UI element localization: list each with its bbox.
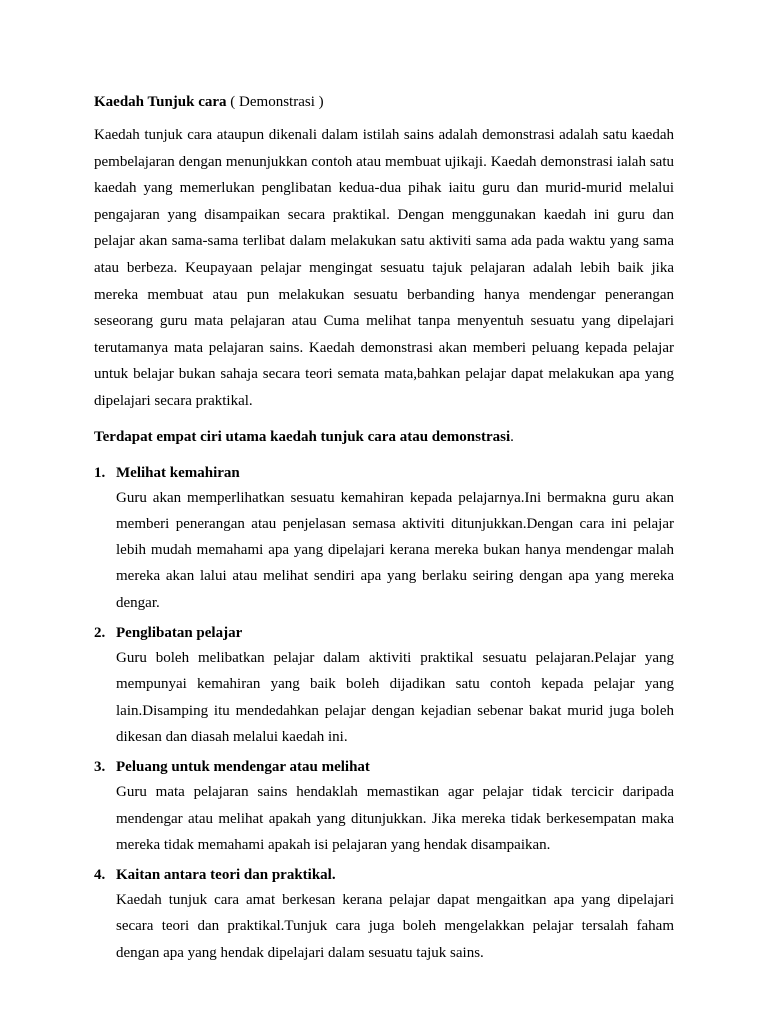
intro-paragraph: Kaedah tunjuk cara ataupun dikenali dalam istilah sains adalah demonstrasi adalah satu kaedah pembelajaran dengan menunjukkan contoh atau membuat ujikaji. Kaedah demonstrasi ialah satu kaedah yang memerlukan penglibatan kedua-dua pihak iaitu guru dan murid-murid melalui pengajaran yang disampaikan secara praktikal. Dengan menggunakan kaedah ini guru dan pelajar akan sama-sama terlibat dalam melakukan satu aktiviti sama ada pada waktu yang sama atau berbeza. Keupayaan pelajar mengingat sesuatu tajuk pelajaran adalah lebih baik jika mereka membuat atau pun melakukan sesuatu berbanding hanya mendengar penerangan seseorang guru mata pelajaran atau Cuma melihat tanpa menyentuh sesuatu yang dipelajari terutamanya mata pelajaran sains. Kaedah demonstrasi akan memberi peluang kepada pelajar untuk belajar bukan sahaja secara teori semata mata,bahkan pelajar dapat melakukan apa yang dipelajari secara praktikal. xyxy=(94,127,674,409)
list-heading xyxy=(94,427,674,447)
list-item-number: 1. xyxy=(94,464,106,481)
list-item-title: Melihat kemahiran xyxy=(116,464,240,481)
list-item xyxy=(94,463,674,616)
list-item-title: Penglibatan pelajar xyxy=(116,625,243,642)
list-item-title: Peluang untuk mendengar atau melihat xyxy=(116,759,370,776)
document-title-rest: ( Demonstrasi ) xyxy=(226,94,324,110)
list-item-number: 2. xyxy=(94,625,106,642)
list-heading-bold: Terdapat empat ciri utama kaedah tunjuk cara atau demonstrasi xyxy=(94,428,511,445)
list-item-title: Kaitan antara teori dan praktikal. xyxy=(116,867,336,884)
list-item-text: Kaedah tunjuk cara amat berkesan kerana pelajar dapat mengaitkan apa yang dipelajari secara teori dan praktikal.Tunjuk cara juga boleh mengelakkan pelajar tersalah faham dengan apa yang hendak dipelajari dalam sesuatu tajuk sains. xyxy=(116,892,674,961)
list-item-text: Guru akan memperlihatkan sesuatu kemahiran kepada pelajarnya.Ini bermakna guru akan memberi penerangan atau penjelasan semasa aktiviti ditunjukkan.Dengan cara ini pelajar lebih mudah memahami apa yang dipelajari kerana mereka bukan hanya mendengar malah mereka akan lalui atau melihat sendiri apa yang berlaku seiring dengan apa yang mereka dengar. xyxy=(116,489,674,611)
document-title xyxy=(94,92,674,112)
list-heading-period: . xyxy=(510,428,514,445)
list-item xyxy=(94,757,674,858)
list-item-text: Guru mata pelajaran sains hendaklah memastikan agar pelajar tidak tercicir daripada mendengar atau melihat apakah yang ditunjukkan. Jika mereka tidak berkesempatan maka mereka tidak memahami apakah isi pelajaran yang hendak disampaikan. xyxy=(116,784,674,853)
document-title-bold: Kaedah Tunjuk cara xyxy=(94,94,227,110)
list-item xyxy=(94,623,674,750)
list-item-number: 4. xyxy=(94,867,106,884)
list-item-text: Guru boleh melibatkan pelajar dalam aktiviti praktikal sesuatu pelajaran.Pelajar yang mempunyai kemahiran yang baik boleh dijadikan satu contoh kepada pelajar yang lain.Disamping itu mendedahkan pelajar dengan kejadian sebenar bakat murid juga boleh dikesan dan diasah melalui kaedah ini. xyxy=(116,650,674,745)
features-list xyxy=(94,463,674,966)
list-item xyxy=(94,865,674,966)
list-item-number: 3. xyxy=(94,759,106,776)
